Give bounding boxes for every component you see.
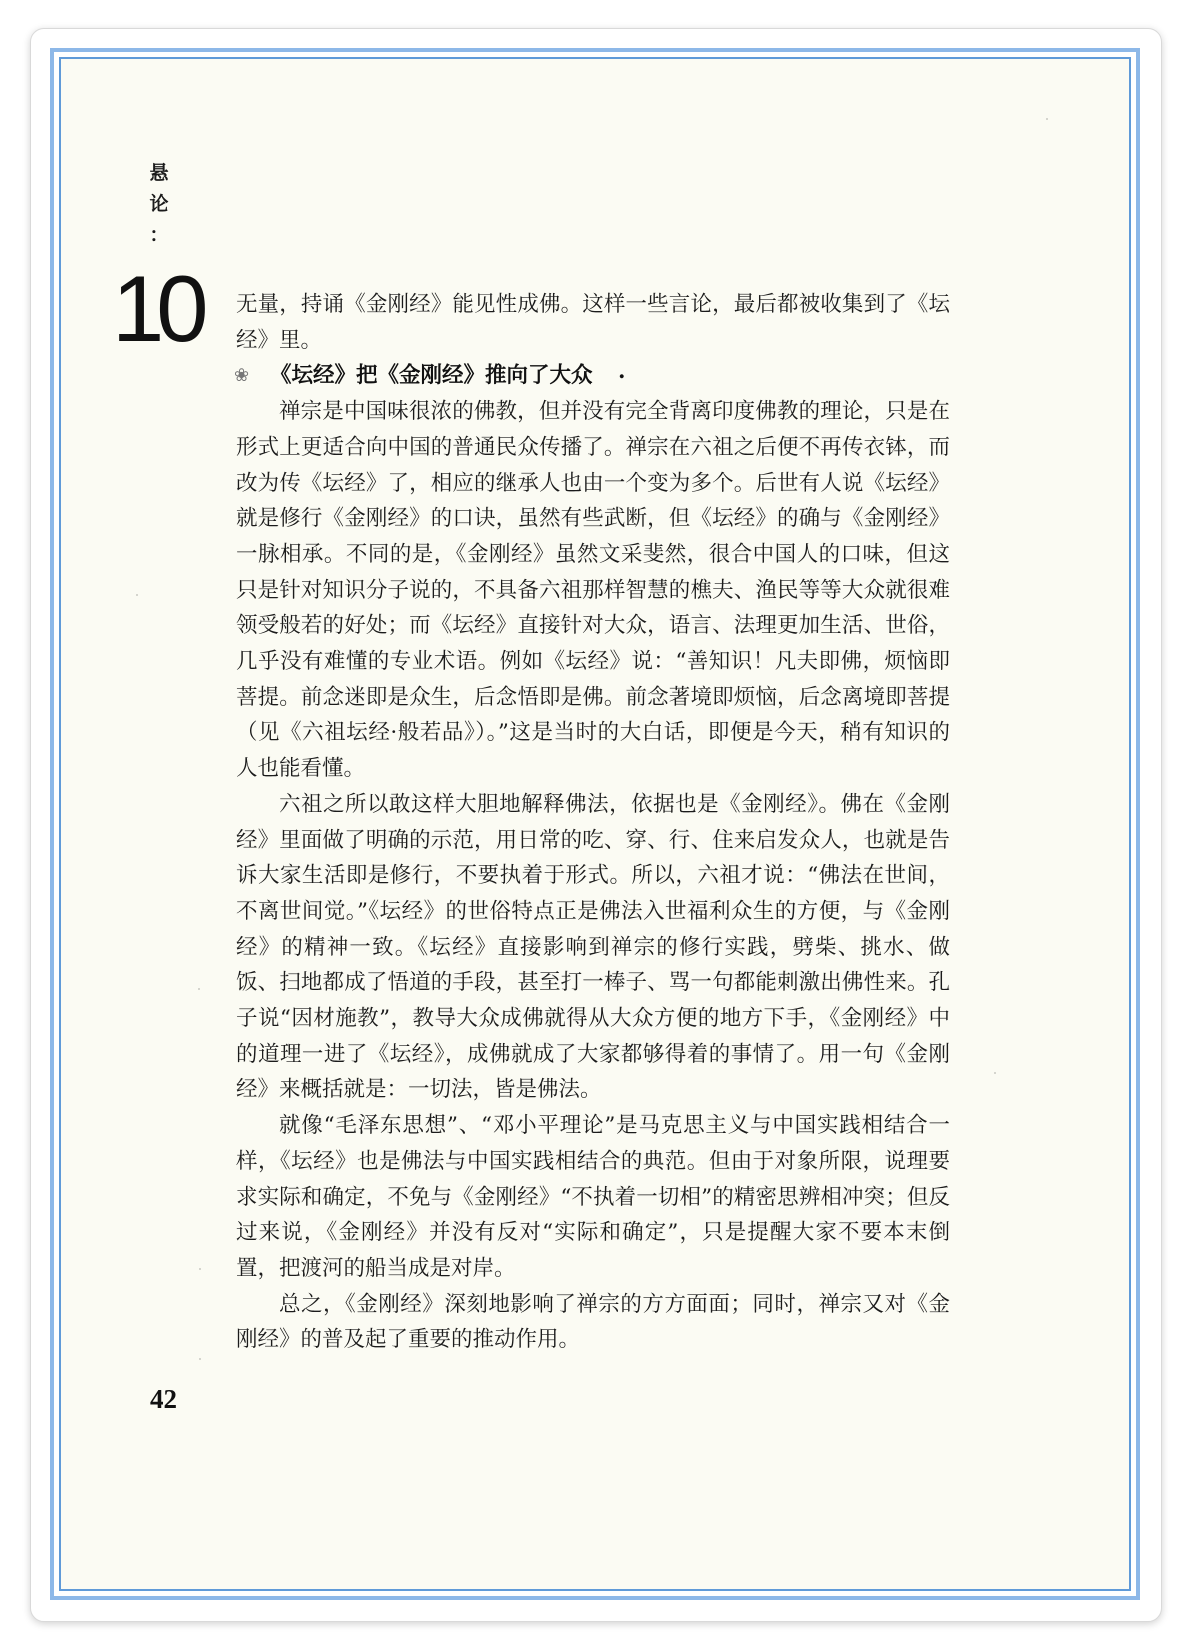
running-head-char: 悬 [149, 162, 169, 184]
body-paragraph: 总之，《金刚经》深刻地影响了禅宗的方方面面；同时，禅宗又对《金刚经》的普及起了重要的推动作用。 [236, 1291, 950, 1353]
page-number: 42 [150, 1384, 177, 1414]
body-paragraph: 六祖之所以敢这样大胆地解释佛法，依据也是《金刚经》。佛在《金刚经》里面做了明确的示范，用日常的吃、穿、行、住来启发众人，也就是告诉大家生活即是修行，不要执着于形式。所以，六祖才说：“佛法在世间，不离世间觉。”《坛经》的世俗特点正是佛法入世福利众生的方便，与《金刚经》的精神一致。《坛经》直接影响到禅宗的修行实践，劈柴、挑水、做饭、扫地都成了悟道的手段，甚至打一棒子、骂一句都能刺激出佛性来。孔子说“因材施教”，教导大众成佛就得从大众方便的地方下手，《金刚经》中的道理一进了《坛经》，成佛就成了大家都够得着的事情了。用一句《金刚经》来概括就是：一切法，皆是佛法。 [236, 791, 950, 1103]
running-head-char: 论 [149, 193, 169, 215]
scan-speck [199, 1268, 201, 1270]
body-text [236, 287, 950, 1358]
body-paragraph: 禅宗是中国味很浓的佛教，但并没有完全背离印度佛教的理论，只是在形式上更适合向中国的普通民众传播了。禅宗在六祖之后便不再传衣钵，而改为传《坛经》了，相应的继承人也由一个变为多个。后世有人说《坛经》就是修行《金刚经》的口诀，虽然有些武断，但《坛经》的确与《金刚经》一脉相承。不同的是，《金刚经》虽然文采斐然，很合中国人的口味，但这只是针对知识分子说的，不具备六祖那样智慧的樵夫、渔民等等大众就很难领受般若的好处；而《坛经》直接针对大众，语言、法理更加生活、世俗，几乎没有难懂的专业术语。例如《坛经》说：“善知识！凡夫即佛，烦恼即菩提。前念迷即是众生，后念悟即是佛。前念著境即烦恼，后念离境即菩提（见《六祖坛经·般若品》）。”这是当时的大白话，即便是今天，稍有知识的人也能看懂。 [236, 399, 950, 782]
scan-speck [198, 988, 200, 990]
scan-speck [136, 594, 138, 596]
scan-speck [1046, 118, 1048, 120]
body-paragraph: 就像“毛泽东思想”、“邓小平理论”是马克思主义与中国实践相结合一样，《坛经》也是佛法与中国实践相结合的典范。但由于对象所限，说理要求实际和确定，不免与《金刚经》“不执着一切相”的精密思辨相冲突；但反过来说，《金刚经》并没有反对“实际和确定”，只是提醒大家不要本末倒置，把渡河的船当成是对岸。 [236, 1113, 950, 1281]
stray-mark: . [618, 359, 626, 385]
chapter-number: 10 [112, 256, 201, 361]
scan-speck [199, 1358, 201, 1360]
section-heading-text: 《坛经》把《金刚经》推向了大众 [270, 363, 593, 389]
section-heading [236, 358, 950, 394]
running-head-char: ： [149, 224, 169, 246]
flower-icon: ❀ [234, 365, 250, 387]
continuation-paragraph: 无量，持诵《金刚经》能见性成佛。这样一些言论，最后都被收集到了《坛经》里。 [236, 292, 950, 353]
running-head [147, 158, 171, 251]
scan-speck [994, 1072, 996, 1074]
